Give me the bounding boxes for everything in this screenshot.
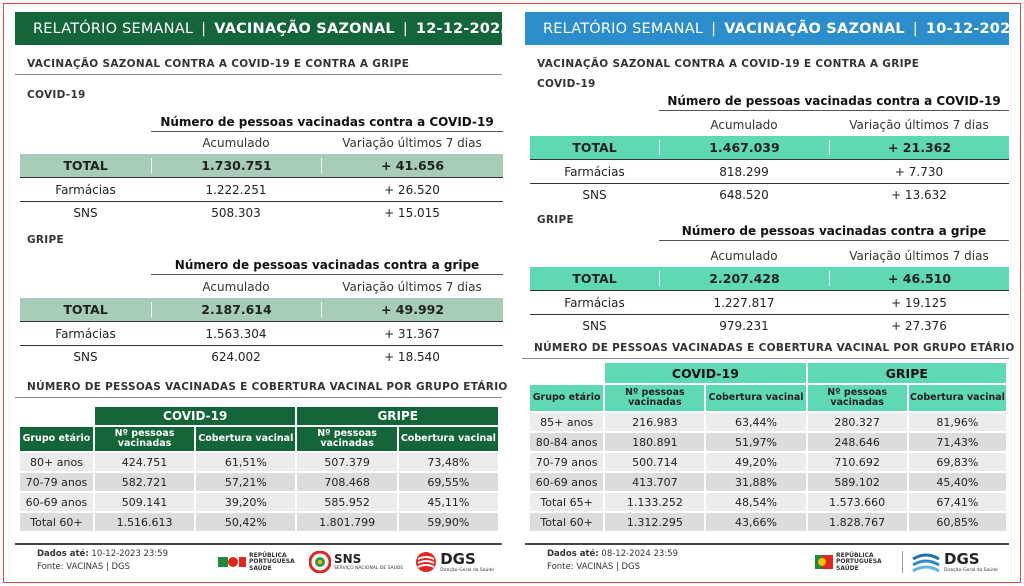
- flu-coverage: 73,48%: [399, 453, 498, 471]
- age-group: 60-69 anos: [20, 493, 93, 511]
- row-variation: + 13.632: [891, 188, 947, 202]
- covid-group-header: COVID-19: [605, 363, 805, 383]
- covid-people: 1.312.295: [605, 513, 704, 531]
- row-label: SNS: [582, 188, 607, 202]
- coverage-header: Cobertura vacinal: [399, 427, 498, 451]
- flu-column-headers: [659, 249, 1009, 263]
- banner-separator: |: [402, 20, 408, 37]
- table-row: [530, 433, 1006, 451]
- data-until-value: 10-12-2023 23:59: [91, 549, 169, 559]
- age-group: 60-69 anos: [530, 473, 603, 491]
- row-variation: + 27.376: [891, 319, 947, 333]
- covid-group-header: COVID-19: [95, 407, 296, 425]
- flu-coverage: 81,96%: [909, 413, 1006, 431]
- age-group-header: Grupo etário: [530, 385, 603, 411]
- banner-prefix: RELATÓRIO SEMANAL: [543, 20, 704, 37]
- flu-column-headers: [151, 280, 503, 294]
- dgs-logo: DGS Direção-Geral da Saúde: [440, 550, 494, 573]
- row-accumulated: 1.227.817: [713, 295, 775, 310]
- age-section-title: NÚMERO DE PESSOAS VACINADAS E COBERTURA VACINAL POR GRUPO ETÁRIO: [522, 342, 1009, 359]
- col-variation: Variação últimos 7 dias: [849, 249, 989, 263]
- dgs-logo-icon: [415, 551, 437, 573]
- covid-people: 509.141: [95, 493, 194, 511]
- row-label: SNS: [582, 319, 607, 333]
- row-accumulated: 508.303: [211, 206, 261, 220]
- table-row: [20, 513, 498, 531]
- row-accumulated: 648.520: [719, 188, 769, 202]
- logos: [218, 550, 494, 575]
- flu-people: 280.327: [808, 413, 907, 431]
- republica-portuguesa-logo-icon: [815, 553, 833, 571]
- flu-table: [530, 267, 1009, 337]
- row-accumulated: 1.730.751: [151, 158, 321, 173]
- row-label: TOTAL: [63, 158, 108, 173]
- row-accumulated: 1.467.039: [659, 140, 829, 155]
- covid-coverage: 48,54%: [706, 493, 805, 511]
- people-header: Nº pessoas vacinadas: [605, 385, 704, 411]
- age-group: 70-79 anos: [20, 473, 93, 491]
- covid-label: COVID-19: [27, 89, 86, 101]
- section-title: VACINAÇÃO SAZONAL CONTRA A COVID-19 E CONTRA A GRIPE: [15, 58, 502, 75]
- row-label: Farmácias: [55, 326, 116, 341]
- flu-group-header: GRIPE: [808, 363, 1006, 383]
- table-row: [20, 473, 498, 491]
- logo-divider: [902, 551, 903, 573]
- row-variation: + 18.540: [384, 350, 440, 364]
- covid-coverage: 49,20%: [706, 453, 805, 471]
- people-header: Nº pessoas vacinadas: [95, 427, 194, 451]
- covid-people: 500.714: [605, 453, 704, 471]
- age-group: 70-79 anos: [530, 453, 603, 471]
- row-accumulated: 1.222.251: [205, 182, 267, 197]
- dgs-logo-icon: [911, 551, 941, 573]
- report-2024: [525, 12, 1021, 573]
- flu-coverage: 69,83%: [909, 453, 1006, 471]
- table-row: [530, 413, 1006, 431]
- data-until-value: 08-12-2024 23:59: [601, 549, 679, 559]
- table-row-total: [20, 154, 503, 178]
- footer: [37, 548, 168, 574]
- col-variation: Variação últimos 7 dias: [849, 118, 989, 132]
- flu-people: 585.952: [297, 493, 396, 511]
- table-row: [530, 473, 1006, 491]
- covid-coverage: 43,66%: [706, 513, 805, 531]
- table-row: [20, 453, 498, 471]
- data-until-label: Dados até:: [37, 549, 89, 559]
- coverage-header: Cobertura vacinal: [196, 427, 295, 451]
- table-row: [530, 315, 1009, 337]
- banner-title: VACINAÇÃO SAZONAL: [214, 20, 395, 37]
- footer-divider: [15, 543, 502, 545]
- sns-logo-icon: [309, 551, 331, 573]
- flu-people: 1.801.799: [297, 513, 396, 531]
- row-accumulated: 979.231: [719, 319, 769, 333]
- flu-people: 248.646: [808, 433, 907, 451]
- row-variation: + 26.520: [384, 182, 440, 197]
- age-group: 80-84 anos: [530, 433, 603, 451]
- banner-2023: [15, 12, 511, 45]
- banner-separator: |: [912, 20, 918, 37]
- col-accumulated: Acumulado: [202, 136, 270, 150]
- flu-people: 708.468: [297, 473, 396, 491]
- flu-table-title: Número de pessoas vacinadas contra a gripe: [151, 258, 503, 275]
- flu-label: GRIPE: [27, 234, 64, 246]
- source-text: Fonte: VACINAS | DGS: [37, 562, 131, 572]
- row-label: SNS: [73, 206, 98, 220]
- row-variation: + 15.015: [384, 206, 440, 220]
- col-accumulated: Acumulado: [710, 118, 778, 132]
- banner-separator: |: [711, 20, 717, 37]
- table-row: [530, 493, 1006, 511]
- covid-label: COVID-19: [537, 78, 596, 90]
- flu-table: [20, 298, 503, 368]
- covid-people: 216.983: [605, 413, 704, 431]
- covid-coverage: 51,97%: [706, 433, 805, 451]
- covid-coverage: 57,21%: [196, 473, 295, 491]
- row-label: Farmácias: [564, 295, 625, 310]
- age-table-corner: [20, 407, 93, 425]
- row-variation: + 41.656: [321, 158, 503, 173]
- row-variation: + 49.992: [321, 302, 503, 317]
- age-table: [528, 361, 1008, 533]
- row-variation: + 21.362: [829, 140, 1009, 155]
- banner-title: VACINAÇÃO SAZONAL: [724, 20, 905, 37]
- table-row: [20, 493, 498, 511]
- banner-date: 12-12-2023: [415, 20, 511, 37]
- table-row: [530, 453, 1006, 471]
- sns-logo: SNS SERVIÇO NACIONAL DE SAÚDE: [334, 552, 404, 571]
- row-variation: + 31.367: [384, 326, 440, 341]
- table-row: [20, 322, 503, 346]
- covid-people: 413.707: [605, 473, 704, 491]
- row-accumulated: 2.207.428: [659, 271, 829, 286]
- age-group: 85+ anos: [530, 413, 603, 431]
- col-variation: Variação últimos 7 dias: [342, 280, 482, 294]
- age-table-corner: [530, 363, 603, 383]
- col-variation: Variação últimos 7 dias: [342, 136, 482, 150]
- table-row: [20, 178, 503, 202]
- covid-people: 1.133.252: [605, 493, 704, 511]
- covid-people: 582.721: [95, 473, 194, 491]
- section-title: VACINAÇÃO SAZONAL CONTRA A COVID-19 E CONTRA A GRIPE: [537, 58, 920, 70]
- col-accumulated: Acumulado: [710, 249, 778, 263]
- coverage-header: Cobertura vacinal: [706, 385, 805, 411]
- flu-table-title: Número de pessoas vacinadas contra a gripe: [659, 224, 1009, 241]
- banner-prefix: RELATÓRIO SEMANAL: [33, 20, 194, 37]
- table-row: [20, 202, 503, 224]
- table-row-total: [530, 136, 1009, 160]
- flu-people: 1.828.767: [808, 513, 907, 531]
- table-row-total: [530, 267, 1009, 291]
- flu-coverage: 71,43%: [909, 433, 1006, 451]
- report-2023: [15, 12, 511, 573]
- row-label: SNS: [73, 350, 98, 364]
- covid-table-title: Número de pessoas vacinadas contra a COVID-19: [659, 94, 1009, 111]
- table-row: [530, 160, 1009, 184]
- flu-coverage: 60,85%: [909, 513, 1006, 531]
- flu-people: 589.102: [808, 473, 907, 491]
- covid-table-title: Número de pessoas vacinadas contra a COVID-19: [151, 115, 503, 132]
- covid-coverage: 50,42%: [196, 513, 295, 531]
- table-row-total: [20, 298, 503, 322]
- age-table: [18, 405, 500, 533]
- row-label: TOTAL: [63, 302, 108, 317]
- flu-coverage: 45,40%: [909, 473, 1006, 491]
- republica-portuguesa-logo: REPÚBLICA PORTUGUESA SAÚDE: [249, 551, 295, 572]
- flu-coverage: 69,55%: [399, 473, 498, 491]
- covid-column-headers: [659, 118, 1009, 132]
- flu-coverage: 59,90%: [399, 513, 498, 531]
- table-row: [20, 346, 503, 368]
- people-header: Nº pessoas vacinadas: [297, 427, 396, 451]
- flu-people: 1.573.660: [808, 493, 907, 511]
- col-accumulated: Acumulado: [202, 280, 270, 294]
- row-accumulated: 2.187.614: [151, 302, 321, 317]
- source-text: Fonte: VACINAS | DGS: [547, 562, 641, 572]
- footer: [547, 548, 678, 574]
- dgs-logo: DGS Direção-Geral da Saúde: [944, 550, 998, 573]
- table-row: [530, 513, 1006, 531]
- covid-people: 424.751: [95, 453, 194, 471]
- row-label: Farmácias: [55, 182, 116, 197]
- republica-portuguesa-logo: REPÚBLICA PORTUGUESA SAÚDE: [836, 551, 882, 572]
- data-until-label: Dados até:: [547, 549, 599, 559]
- covid-coverage: 63,44%: [706, 413, 805, 431]
- table-row: [530, 291, 1009, 315]
- row-accumulated: 1.563.304: [205, 326, 267, 341]
- covid-people: 1.516.613: [95, 513, 194, 531]
- covid-table: [530, 136, 1009, 206]
- people-header: Nº pessoas vacinadas: [808, 385, 907, 411]
- banner-separator: |: [201, 20, 207, 37]
- age-group-header: Grupo etário: [20, 427, 93, 451]
- age-group: Total 60+: [530, 513, 603, 531]
- flu-label: GRIPE: [537, 214, 574, 226]
- row-variation: + 46.510: [829, 271, 1009, 286]
- covid-coverage: 39,20%: [196, 493, 295, 511]
- footer-divider: [525, 543, 1009, 545]
- coverage-header: Cobertura vacinal: [909, 385, 1006, 411]
- republica-portuguesa-logo-icon: [218, 555, 246, 569]
- flu-people: 710.692: [808, 453, 907, 471]
- covid-table: [20, 154, 503, 224]
- flu-people: 507.379: [297, 453, 396, 471]
- logos: [815, 550, 998, 575]
- table-row: [530, 184, 1009, 206]
- covid-coverage: 61,51%: [196, 453, 295, 471]
- flu-coverage: 67,41%: [909, 493, 1006, 511]
- flu-group-header: GRIPE: [297, 407, 498, 425]
- banner-date: 10-12-2024: [925, 20, 1021, 37]
- age-group: Total 60+: [20, 513, 93, 531]
- covid-people: 180.891: [605, 433, 704, 451]
- row-accumulated: 818.299: [719, 164, 769, 179]
- flu-coverage: 45,11%: [399, 493, 498, 511]
- banner-2024: [525, 12, 1021, 45]
- row-label: Farmácias: [564, 164, 625, 179]
- row-label: TOTAL: [572, 140, 617, 155]
- age-group: 80+ anos: [20, 453, 93, 471]
- row-label: TOTAL: [572, 271, 617, 286]
- age-group: Total 65+: [530, 493, 603, 511]
- age-section-title: NÚMERO DE PESSOAS VACINADAS E COBERTURA VACINAL POR GRUPO ETÁRIO: [15, 381, 502, 398]
- row-accumulated: 624.002: [211, 350, 261, 364]
- row-variation: + 19.125: [891, 295, 947, 310]
- covid-column-headers: [151, 136, 503, 150]
- row-variation: + 7.730: [894, 164, 944, 179]
- covid-coverage: 31,88%: [706, 473, 805, 491]
